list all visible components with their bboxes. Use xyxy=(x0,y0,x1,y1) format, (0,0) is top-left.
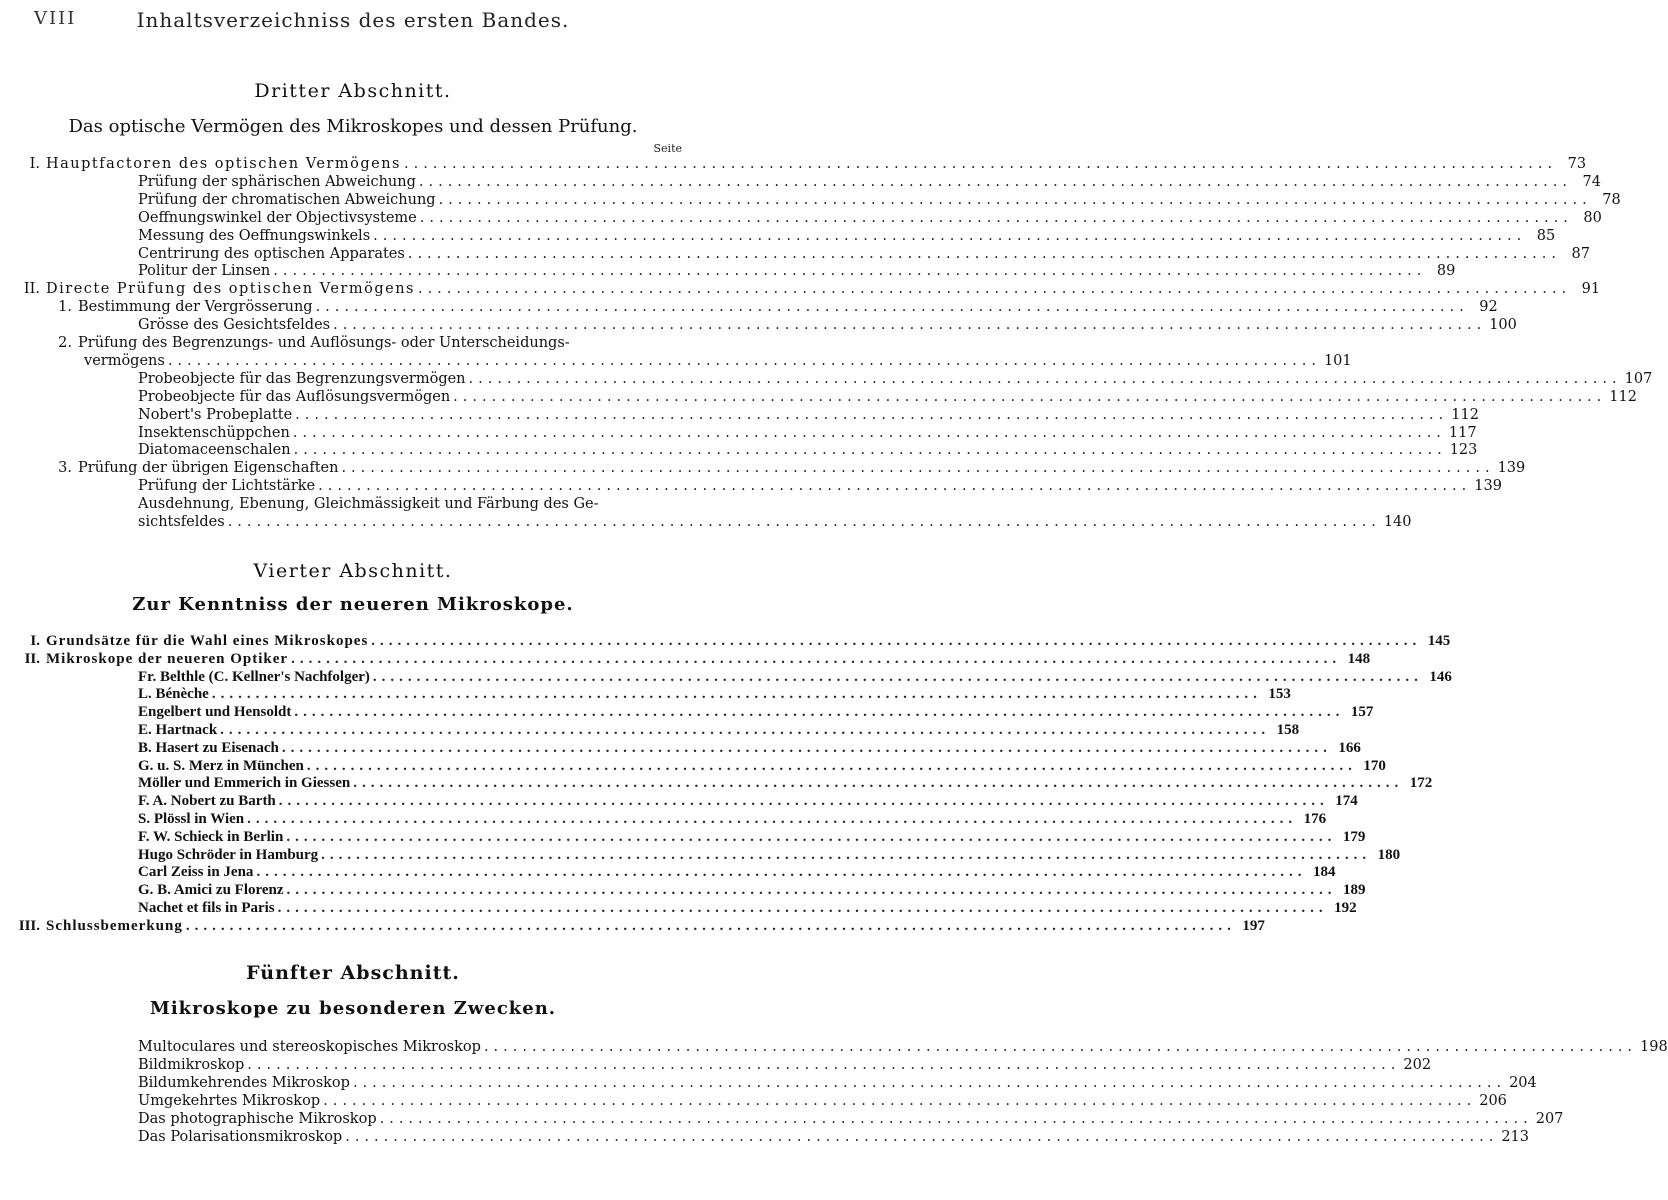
toc-entry xyxy=(138,262,1456,280)
toc-entry-page: 174 xyxy=(1335,793,1358,810)
toc-entry-page: 91 xyxy=(1581,281,1601,298)
toc-entry xyxy=(138,441,1478,459)
toc-entry-number: II. xyxy=(24,650,40,667)
toc-entry-title: Grösse des Gesichtsfeldes xyxy=(138,317,331,334)
toc-entry xyxy=(138,513,1412,531)
toc-entry-title: Hugo Schröder in Hamburg xyxy=(138,846,319,863)
leader-dots: ........................................................................................................................ xyxy=(468,370,1622,387)
leader-dots: ........................................................................................................................ xyxy=(220,722,1271,738)
toc-entry-page: 202 xyxy=(1403,1056,1432,1073)
leader-dots: ........................................................................................................................ xyxy=(353,775,1404,792)
leader-dots: ........................................................................................................................ xyxy=(315,299,1469,316)
toc-entry xyxy=(138,846,1401,864)
toc-entry xyxy=(138,406,1479,424)
toc-entry-title: Directe Prüfung des optischen Vermögens xyxy=(46,281,415,298)
toc-entry xyxy=(138,495,684,513)
toc-entry xyxy=(50,298,1498,316)
toc-entry xyxy=(10,632,1451,650)
toc-entry xyxy=(138,227,1556,245)
leader-dots: ........................................................................................................................ xyxy=(293,442,1447,459)
toc-entry-page: 206 xyxy=(1479,1092,1507,1109)
toc-entry-title: B. Hasert zu Eisenach xyxy=(138,739,279,756)
toc-entry-page: 197 xyxy=(1242,917,1265,934)
toc-entry-title: Prüfung der sphärischen Abweichung xyxy=(138,173,416,190)
leader-dots: ........................................................................................................................ xyxy=(167,352,1321,369)
toc-entry-title: Prüfung der chromatischen Abweichung xyxy=(138,191,436,208)
toc-entry xyxy=(138,792,1358,810)
section-3-subtitle: Das optische Vermögen des Mikroskopes und dessen Prüfung. xyxy=(68,116,638,137)
toc-entry-number: III. xyxy=(18,917,40,934)
toc-entry-number: 3. xyxy=(58,460,72,477)
leader-dots: ........................................................................................................................ xyxy=(291,650,1342,667)
section-4-subtitle: Zur Kenntniss der neueren Mikroskope. xyxy=(132,594,574,615)
toc-entry-title: Ausdehnung, Ebenung, Gleichmässigkeit und Färbung des Ge- xyxy=(138,496,599,513)
toc-entry-page: 139 xyxy=(1474,478,1502,495)
leader-dots: ........................................................................................................................ xyxy=(323,1092,1477,1109)
toc-entry xyxy=(138,1128,1530,1146)
toc-entry-page: 107 xyxy=(1624,370,1653,387)
toc-entry-title: Schlussbemerkung xyxy=(46,917,183,934)
toc-entry xyxy=(138,388,1637,406)
leader-dots: ........................................................................................................................ xyxy=(417,281,1572,298)
toc-entry xyxy=(138,668,1452,686)
toc-entry-title: G. B. Amici zu Florenz xyxy=(138,882,284,899)
toc-entry-page: 112 xyxy=(1609,388,1637,405)
toc-entry-title: Das Polarisationsmikroskop xyxy=(138,1128,343,1145)
toc-entry xyxy=(138,881,1366,899)
toc-entry-number: 1. xyxy=(58,299,72,316)
leader-dots: ........................................................................................................................ xyxy=(273,263,1427,280)
section-3-heading: Dritter Abschnitt. xyxy=(254,80,452,102)
toc-entry-page: 74 xyxy=(1582,173,1601,190)
toc-entry xyxy=(138,424,1477,442)
leader-dots: ........................................................................................................................ xyxy=(286,882,1337,899)
toc-entry-page: 148 xyxy=(1347,650,1371,667)
leader-dots: ........................................................................................................................ xyxy=(341,460,1495,477)
toc-entry xyxy=(138,370,1653,388)
leader-dots: ........................................................................................................................ xyxy=(333,317,1487,334)
leader-dots: ........................................................................................................................ xyxy=(403,156,1558,172)
toc-entry-page: 87 xyxy=(1571,245,1590,262)
running-head xyxy=(0,8,706,32)
toc-entry xyxy=(138,173,1601,191)
toc-entry-number: I. xyxy=(30,633,40,649)
toc-entry-page: 92 xyxy=(1479,299,1498,316)
toc-entry-page: 166 xyxy=(1338,739,1361,756)
toc-entry-title: Probeobjecte für das Begrenzungsvermögen xyxy=(138,370,466,387)
toc-entry-page: 170 xyxy=(1363,757,1386,774)
toc-entry-page: 123 xyxy=(1449,442,1478,459)
toc-entry-title: Messung des Oeffnungswinkels xyxy=(138,227,371,244)
leader-dots: ........................................................................................................................ xyxy=(321,846,1372,863)
toc-entry-page: 176 xyxy=(1303,811,1327,827)
toc-entry-title: Bildmikroskop xyxy=(138,1056,245,1073)
toc-entry-page: 153 xyxy=(1268,686,1291,703)
toc-entry xyxy=(138,316,1517,334)
toc-entry xyxy=(138,757,1386,775)
leader-dots: ........................................................................................................................ xyxy=(185,917,1236,934)
toc-entry-page: 180 xyxy=(1377,846,1401,863)
toc-entry-page: 89 xyxy=(1436,263,1456,280)
toc-entry xyxy=(84,352,1352,370)
seite-label: Seite xyxy=(653,142,682,155)
toc-entry-title: Bildumkehrendes Mikroskop xyxy=(138,1074,350,1091)
leader-dots: ........................................................................................................................ xyxy=(373,227,1527,244)
leader-dots: ........................................................................................................................ xyxy=(292,424,1446,441)
leader-dots: ........................................................................................................................ xyxy=(294,704,1345,721)
leader-dots: ........................................................................................................................ xyxy=(318,478,1472,495)
leader-dots: ........................................................................................................................ xyxy=(281,739,1332,756)
toc-entry-page: 139 xyxy=(1497,460,1526,477)
toc-entry xyxy=(138,245,1590,263)
toc-entry xyxy=(138,739,1361,757)
toc-entry-title: F. W. Schieck in Berlin xyxy=(138,828,284,845)
toc-entry-page: 204 xyxy=(1509,1074,1537,1091)
toc-entry-title: Hauptfactoren des optischen Vermögens xyxy=(46,156,401,172)
toc-entry xyxy=(10,155,1587,173)
toc-entry-page: 117 xyxy=(1448,424,1477,441)
toc-entry-page: 101 xyxy=(1323,352,1352,369)
toc-entry-page: 192 xyxy=(1334,900,1357,916)
toc-entry-page: 140 xyxy=(1383,514,1412,530)
toc-entry-page: 189 xyxy=(1343,882,1366,899)
leader-dots: ........................................................................................................................ xyxy=(286,828,1337,845)
toc-entry-title: E. Hartnack xyxy=(138,722,218,738)
leader-dots: ........................................................................................................................ xyxy=(371,633,1422,649)
toc-entry xyxy=(138,1110,1564,1128)
toc-entry xyxy=(138,828,1366,846)
leader-dots: ........................................................................................................................ xyxy=(418,173,1572,190)
toc-entry-title: Probeobjecte für das Auflösungsvermögen xyxy=(138,388,451,405)
leader-dots: ........................................................................................................................ xyxy=(352,1074,1507,1091)
toc-entry-title: Oeffnungswinkel der Objectivsysteme xyxy=(138,209,417,226)
leader-dots: ........................................................................................................................ xyxy=(419,209,1573,226)
toc-entry-page: 179 xyxy=(1342,828,1366,845)
leader-dots: ........................................................................................................................ xyxy=(277,900,1328,916)
leader-dots: ........................................................................................................................ xyxy=(247,1056,1401,1073)
leader-dots: ........................................................................................................................ xyxy=(483,1039,1638,1055)
leader-dots: ........................................................................................................................ xyxy=(379,1110,1533,1127)
toc-entry-title: Grundsätze für die Wahl eines Mikroskopes xyxy=(46,633,369,649)
toc-entry xyxy=(138,1056,1432,1074)
leader-dots: ........................................................................................................................ xyxy=(453,388,1607,405)
toc-entry-page: 145 xyxy=(1427,633,1451,649)
toc-entry-title: Prüfung der übrigen Eigenschaften xyxy=(78,460,339,477)
toc-entry-page: 198 xyxy=(1640,1039,1668,1055)
toc-entry-number: 2. xyxy=(58,335,72,351)
toc-entry xyxy=(138,1074,1537,1092)
leader-dots: ........................................................................................................................ xyxy=(227,514,1381,530)
toc-entry-title: Nobert's Probeplatte xyxy=(138,406,293,423)
toc-entry-number: II. xyxy=(23,281,40,298)
toc-entry-title: vermögens xyxy=(84,352,165,369)
toc-entry-title: Insektenschüppchen xyxy=(138,424,290,441)
toc-entry-page: 100 xyxy=(1489,317,1517,334)
toc-entry xyxy=(138,774,1433,792)
toc-entry-page: 80 xyxy=(1583,209,1602,226)
toc-entry-page: 207 xyxy=(1535,1110,1564,1127)
toc-entry-title: Multoculares und stereoskopisches Mikroskop xyxy=(138,1039,481,1055)
leader-dots: ........................................................................................................................ xyxy=(211,686,1262,703)
toc-entry xyxy=(138,703,1374,721)
toc-entry xyxy=(50,459,1526,477)
leader-dots: ........................................................................................................................ xyxy=(247,811,1298,827)
toc-entry xyxy=(138,1092,1507,1110)
toc-entry-title: F. A. Nobert zu Barth xyxy=(138,793,276,810)
toc-entry-title: Umgekehrtes Mikroskop xyxy=(138,1092,321,1109)
toc-entry-title: Prüfung des Begrenzungs- und Auflösungs- oder Unterscheidungs- xyxy=(78,335,570,351)
toc-entry-title: Engelbert und Hensoldt xyxy=(138,704,292,721)
toc-entry-title: Centrirung des optischen Apparates xyxy=(138,245,405,262)
toc-entry-title: Carl Zeiss in Jena xyxy=(138,864,254,881)
toc-entry xyxy=(138,1038,1668,1056)
toc-entry xyxy=(10,280,1601,298)
leader-dots: ........................................................................................................................ xyxy=(372,668,1423,685)
toc-entry-title: sichtsfeldes xyxy=(138,514,225,530)
toc-entry-title: Fr. Belthle (C. Kellner's Nachfolger) xyxy=(138,668,370,685)
toc-entry-page: 112 xyxy=(1451,406,1479,423)
toc-entry-page: 157 xyxy=(1350,704,1374,721)
toc-entry-title: Nachet et fils in Paris xyxy=(138,900,275,916)
leader-dots: ........................................................................................................................ xyxy=(295,406,1449,423)
toc-entry-title: G. u. S. Merz in München xyxy=(138,757,304,774)
running-title: Inhaltsverzeichniss des ersten Bandes. xyxy=(136,8,570,32)
toc-entry-title: Mikroskope der neueren Optiker xyxy=(46,650,289,667)
toc-entry xyxy=(138,209,1602,227)
toc-entry-number: I. xyxy=(29,156,40,172)
toc-entry xyxy=(138,191,1621,209)
toc-entry-title: Bestimmung der Vergrösserung xyxy=(78,299,313,316)
leader-dots: ........................................................................................................................ xyxy=(407,245,1561,262)
toc-entry xyxy=(138,685,1291,703)
toc-entry xyxy=(10,650,1371,668)
toc-entry-page: 85 xyxy=(1536,227,1556,244)
toc-entry-title: Möller und Emmerich in Giessen xyxy=(138,775,351,792)
toc-entry xyxy=(138,721,1300,739)
toc-entry-page: 73 xyxy=(1567,156,1587,172)
toc-entry-page: 184 xyxy=(1312,864,1336,881)
section-5-heading: Fünfter Abschnitt. xyxy=(246,962,460,984)
toc-entry-page: 213 xyxy=(1501,1128,1530,1145)
toc-entry xyxy=(138,899,1357,917)
toc-entry-title: Das photographische Mikroskop xyxy=(138,1110,377,1127)
toc-entry-page: 172 xyxy=(1409,775,1433,792)
toc-entry-title: L. Bénèche xyxy=(138,686,209,703)
toc-entry xyxy=(138,477,1502,495)
leader-dots: ........................................................................................................................ xyxy=(278,793,1329,810)
toc-entry xyxy=(138,863,1336,881)
section-5-subtitle: Mikroskope zu besonderen Zwecken. xyxy=(149,998,557,1019)
toc-entry-title: S. Plössl in Wien xyxy=(138,811,245,827)
toc-entry xyxy=(50,334,684,352)
toc-entry-page: 158 xyxy=(1276,722,1300,738)
toc-entry-title: Diatomaceenschalen xyxy=(138,442,291,459)
toc-entry-title: Politur der Linsen xyxy=(138,263,271,280)
leader-dots: ........................................................................................................................ xyxy=(306,757,1357,774)
toc-entry-title: Prüfung der Lichtstärke xyxy=(138,478,316,495)
section-4-heading: Vierter Abschnitt. xyxy=(253,560,453,582)
leader-dots: ........................................................................................................................ xyxy=(438,191,1592,208)
page-number: VIII xyxy=(34,8,77,29)
leader-dots: ........................................................................................................................ xyxy=(345,1128,1499,1145)
toc-entry-page: 78 xyxy=(1602,191,1621,208)
toc-entry xyxy=(138,810,1327,828)
toc-entry xyxy=(10,917,1265,935)
leader-dots: ........................................................................................................................ xyxy=(256,864,1307,881)
toc-entry-page: 146 xyxy=(1429,668,1452,685)
